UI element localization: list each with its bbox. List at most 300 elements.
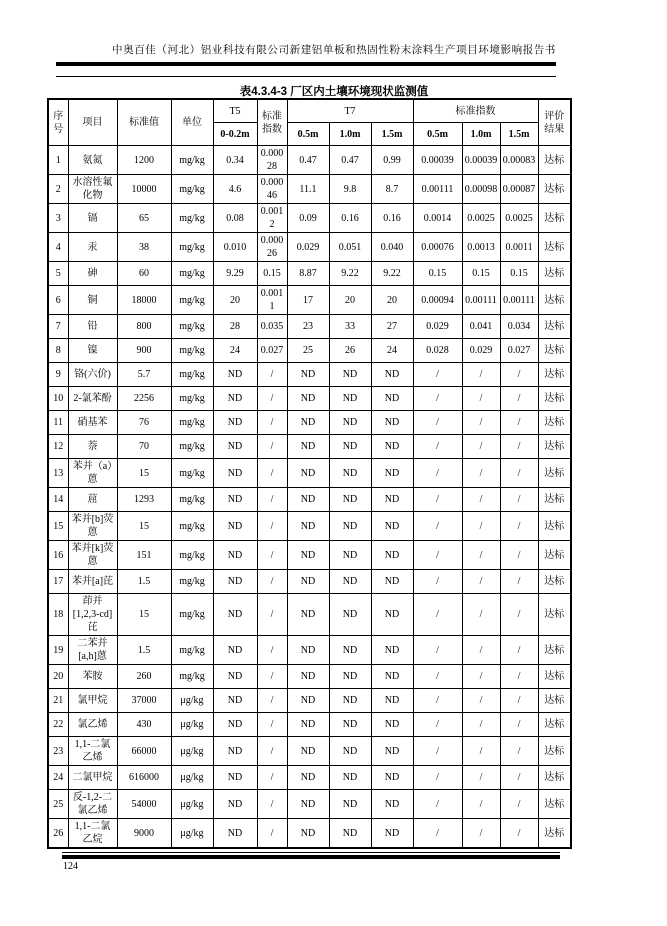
table-cell: 达标 bbox=[538, 233, 571, 262]
table-cell: / bbox=[462, 713, 500, 737]
table-cell: / bbox=[257, 790, 287, 819]
table-cell: 0.15 bbox=[462, 262, 500, 286]
table-cell: 茚并[1,2,3-cd]芘 bbox=[68, 594, 117, 636]
table-cell: 达标 bbox=[538, 665, 571, 689]
table-row bbox=[48, 819, 571, 849]
table-row bbox=[48, 146, 571, 175]
table-cell: ND bbox=[213, 766, 257, 790]
table-cell: ND bbox=[213, 541, 257, 570]
table-cell: 苯并[a]芘 bbox=[68, 570, 117, 594]
table-cell: μg/kg bbox=[171, 766, 213, 790]
table-cell: 镉 bbox=[68, 204, 117, 233]
table-cell: ND bbox=[213, 411, 257, 435]
table-cell: ND bbox=[213, 790, 257, 819]
table-header bbox=[48, 99, 571, 146]
table-cell: 0.00076 bbox=[413, 233, 462, 262]
table-cell: 1200 bbox=[117, 146, 171, 175]
table-cell: 9.22 bbox=[329, 262, 371, 286]
table-cell: 达标 bbox=[538, 636, 571, 665]
table-cell: ND bbox=[329, 689, 371, 713]
table-row bbox=[48, 204, 571, 233]
table-cell: 䓛 bbox=[68, 488, 117, 512]
table-cell: 达标 bbox=[538, 570, 571, 594]
table-cell: ND bbox=[329, 512, 371, 541]
table-cell: 18 bbox=[48, 594, 68, 636]
table-cell: / bbox=[413, 819, 462, 849]
col-header-t7-depth-05: 0.5m bbox=[287, 123, 329, 146]
table-cell: ND bbox=[287, 387, 329, 411]
table-cell: ND bbox=[213, 363, 257, 387]
table-cell: 达标 bbox=[538, 339, 571, 363]
table-cell: 15 bbox=[117, 594, 171, 636]
table-cell: / bbox=[413, 689, 462, 713]
table-cell: mg/kg bbox=[171, 541, 213, 570]
table-cell: / bbox=[500, 790, 538, 819]
table-cell: 0.029 bbox=[413, 315, 462, 339]
table-cell: 800 bbox=[117, 315, 171, 339]
table-cell: / bbox=[257, 411, 287, 435]
table-cell: 0.0011 bbox=[500, 233, 538, 262]
table-cell: ND bbox=[287, 459, 329, 488]
table-cell: μg/kg bbox=[171, 790, 213, 819]
table-title: 表4.3.4-3 厂区内土壤环境现状监测值 bbox=[239, 86, 429, 98]
table-cell: / bbox=[462, 363, 500, 387]
table-cell: ND bbox=[213, 665, 257, 689]
table-row bbox=[48, 315, 571, 339]
table-cell: ND bbox=[371, 488, 413, 512]
table-cell: ND bbox=[329, 594, 371, 636]
table-row bbox=[48, 665, 571, 689]
table-cell: ND bbox=[213, 435, 257, 459]
table-cell: 11 bbox=[48, 411, 68, 435]
table-cell: 0.47 bbox=[329, 146, 371, 175]
table-cell: 达标 bbox=[538, 411, 571, 435]
table-cell: 达标 bbox=[538, 819, 571, 849]
table-cell: 0.00046 bbox=[257, 175, 287, 204]
table-cell: 1293 bbox=[117, 488, 171, 512]
table-row bbox=[48, 488, 571, 512]
table-cell: 0.15 bbox=[257, 262, 287, 286]
table-cell: ND bbox=[213, 819, 257, 849]
table-cell: / bbox=[500, 541, 538, 570]
table-cell: / bbox=[462, 411, 500, 435]
table-cell: ND bbox=[287, 512, 329, 541]
table-cell: 9000 bbox=[117, 819, 171, 849]
table-cell: 0.08 bbox=[213, 204, 257, 233]
table-body bbox=[48, 146, 571, 849]
table-cell: 0.0011 bbox=[257, 286, 287, 315]
table-cell: 66000 bbox=[117, 737, 171, 766]
col-header-si-depth-05: 0.5m bbox=[413, 123, 462, 146]
table-cell: 21 bbox=[48, 689, 68, 713]
table-cell: ND bbox=[287, 411, 329, 435]
table-cell: ND bbox=[371, 689, 413, 713]
table-cell: ND bbox=[371, 594, 413, 636]
table-cell: 达标 bbox=[538, 594, 571, 636]
table-cell: 铅 bbox=[68, 315, 117, 339]
table-cell: / bbox=[500, 488, 538, 512]
footer-rule-thin bbox=[62, 852, 560, 853]
table-cell: 0.00028 bbox=[257, 146, 287, 175]
table-cell: ND bbox=[287, 488, 329, 512]
table-cell: / bbox=[257, 665, 287, 689]
table-cell: ND bbox=[287, 636, 329, 665]
table-cell: 达标 bbox=[538, 766, 571, 790]
table-cell: 0.010 bbox=[213, 233, 257, 262]
table-cell: ND bbox=[287, 790, 329, 819]
table-cell: 8.87 bbox=[287, 262, 329, 286]
table-row bbox=[48, 713, 571, 737]
table-cell: ND bbox=[213, 488, 257, 512]
table-cell: / bbox=[462, 766, 500, 790]
table-row bbox=[48, 541, 571, 570]
col-header-item: 项目 bbox=[68, 99, 117, 146]
table-cell: / bbox=[500, 713, 538, 737]
table-cell: 0.09 bbox=[287, 204, 329, 233]
table-cell: 2256 bbox=[117, 387, 171, 411]
table-cell: 苯并（a）蒽 bbox=[68, 459, 117, 488]
table-cell: 900 bbox=[117, 339, 171, 363]
table-cell: ND bbox=[371, 512, 413, 541]
table-cell: / bbox=[257, 512, 287, 541]
table-cell: 1,1-二氯乙烯 bbox=[68, 737, 117, 766]
table-cell: 10 bbox=[48, 387, 68, 411]
col-header-t7: T7 bbox=[287, 99, 413, 123]
table-cell: 5.7 bbox=[117, 363, 171, 387]
table-cell: / bbox=[500, 435, 538, 459]
table-cell: 0.00098 bbox=[462, 175, 500, 204]
table-cell: 0.0013 bbox=[462, 233, 500, 262]
table-cell: / bbox=[257, 488, 287, 512]
table-cell: / bbox=[462, 819, 500, 849]
table-cell: 65 bbox=[117, 204, 171, 233]
col-header-seq: 序号 bbox=[48, 99, 68, 146]
table-cell: 25 bbox=[48, 790, 68, 819]
table-cell: / bbox=[500, 363, 538, 387]
table-cell: 苯并[k]荧蒽 bbox=[68, 541, 117, 570]
table-cell: 苯胺 bbox=[68, 665, 117, 689]
table-cell: / bbox=[500, 411, 538, 435]
table-cell: μg/kg bbox=[171, 819, 213, 849]
table-cell: 0.00111 bbox=[500, 286, 538, 315]
table-cell: / bbox=[500, 570, 538, 594]
table-cell: ND bbox=[287, 435, 329, 459]
table-cell: 20 bbox=[48, 665, 68, 689]
table-cell: / bbox=[462, 541, 500, 570]
col-header-result: 评价结果 bbox=[538, 99, 571, 146]
table-cell: 达标 bbox=[538, 790, 571, 819]
table-cell: ND bbox=[213, 512, 257, 541]
table-row bbox=[48, 435, 571, 459]
table-cell: 24 bbox=[371, 339, 413, 363]
table-cell: 38 bbox=[117, 233, 171, 262]
table-cell: 0.15 bbox=[500, 262, 538, 286]
table-cell: ND bbox=[287, 363, 329, 387]
table-row bbox=[48, 286, 571, 315]
table-cell: / bbox=[462, 570, 500, 594]
table-row bbox=[48, 262, 571, 286]
table-row bbox=[48, 790, 571, 819]
table-cell: 氨氮 bbox=[68, 146, 117, 175]
table-cell: mg/kg bbox=[171, 411, 213, 435]
table-cell: 0.027 bbox=[500, 339, 538, 363]
table-cell: 17 bbox=[287, 286, 329, 315]
table-cell: 0.051 bbox=[329, 233, 371, 262]
table-cell: / bbox=[257, 713, 287, 737]
table-cell: / bbox=[257, 459, 287, 488]
col-header-t5-std-index: 标准指数 bbox=[257, 99, 287, 146]
table-cell: / bbox=[413, 488, 462, 512]
table-cell: / bbox=[257, 541, 287, 570]
table-cell: 达标 bbox=[538, 387, 571, 411]
table-cell: 4 bbox=[48, 233, 68, 262]
table-cell: ND bbox=[287, 541, 329, 570]
table-row bbox=[48, 339, 571, 363]
table-cell: 6 bbox=[48, 286, 68, 315]
table-cell: 25 bbox=[287, 339, 329, 363]
header-rule-thick bbox=[56, 62, 556, 66]
table-cell: 0.034 bbox=[500, 315, 538, 339]
table-cell: / bbox=[413, 594, 462, 636]
table-cell: ND bbox=[371, 411, 413, 435]
table-cell: ND bbox=[287, 570, 329, 594]
table-cell: 2-氯苯酚 bbox=[68, 387, 117, 411]
table-cell: ND bbox=[287, 594, 329, 636]
table-cell: 0.0012 bbox=[257, 204, 287, 233]
table-cell: / bbox=[257, 387, 287, 411]
table-cell: ND bbox=[329, 411, 371, 435]
table-cell: 0.99 bbox=[371, 146, 413, 175]
table-cell: 1,1-二氯乙烷 bbox=[68, 819, 117, 849]
table-cell: 27 bbox=[371, 315, 413, 339]
table-cell: ND bbox=[371, 435, 413, 459]
table-cell: / bbox=[413, 636, 462, 665]
table-cell: 20 bbox=[371, 286, 413, 315]
col-header-t7-depth-15: 1.5m bbox=[371, 123, 413, 146]
table-cell: 8.7 bbox=[371, 175, 413, 204]
table-cell: 达标 bbox=[538, 435, 571, 459]
table-cell: / bbox=[413, 737, 462, 766]
table-cell: / bbox=[462, 387, 500, 411]
table-cell: 15 bbox=[48, 512, 68, 541]
table-cell: 37000 bbox=[117, 689, 171, 713]
table-cell: / bbox=[413, 512, 462, 541]
header-row-1 bbox=[48, 99, 571, 123]
table-cell: / bbox=[500, 636, 538, 665]
table-cell: / bbox=[413, 541, 462, 570]
table-row bbox=[48, 512, 571, 541]
table-cell: ND bbox=[371, 737, 413, 766]
table-cell: 达标 bbox=[538, 204, 571, 233]
table-cell: 26 bbox=[329, 339, 371, 363]
table-cell: 20 bbox=[329, 286, 371, 315]
table-cell: ND bbox=[329, 636, 371, 665]
table-cell: mg/kg bbox=[171, 435, 213, 459]
table-cell: 0.16 bbox=[329, 204, 371, 233]
table-cell: 达标 bbox=[538, 286, 571, 315]
table-cell: 1 bbox=[48, 146, 68, 175]
table-cell: 达标 bbox=[538, 689, 571, 713]
table-cell: 26 bbox=[48, 819, 68, 849]
table-cell: / bbox=[500, 819, 538, 849]
table-cell: ND bbox=[329, 819, 371, 849]
table-cell: 5 bbox=[48, 262, 68, 286]
table-cell: ND bbox=[371, 819, 413, 849]
table-cell: 23 bbox=[48, 737, 68, 766]
table-cell: / bbox=[462, 790, 500, 819]
table-cell: 151 bbox=[117, 541, 171, 570]
table-cell: / bbox=[413, 766, 462, 790]
table-cell: 18000 bbox=[117, 286, 171, 315]
table-cell: / bbox=[257, 594, 287, 636]
table-cell: 0.47 bbox=[287, 146, 329, 175]
table-cell: ND bbox=[329, 387, 371, 411]
table-cell: ND bbox=[287, 819, 329, 849]
table-cell: 7 bbox=[48, 315, 68, 339]
table-cell: 0.027 bbox=[257, 339, 287, 363]
table-cell: / bbox=[257, 570, 287, 594]
table-cell: 0.029 bbox=[287, 233, 329, 262]
table-cell: 0.035 bbox=[257, 315, 287, 339]
table-row bbox=[48, 387, 571, 411]
table-cell: 1.5 bbox=[117, 636, 171, 665]
table-cell: / bbox=[257, 737, 287, 766]
table-cell: 0.0025 bbox=[462, 204, 500, 233]
col-header-t7-depth-10: 1.0m bbox=[329, 123, 371, 146]
table-cell: mg/kg bbox=[171, 204, 213, 233]
table-cell: ND bbox=[329, 737, 371, 766]
page-number: 124 bbox=[63, 861, 78, 872]
table-cell: 0.00083 bbox=[500, 146, 538, 175]
table-cell: ND bbox=[371, 790, 413, 819]
table-cell: mg/kg bbox=[171, 512, 213, 541]
table-cell: ND bbox=[329, 435, 371, 459]
table-cell: 0.00111 bbox=[413, 175, 462, 204]
table-row bbox=[48, 363, 571, 387]
document-header: 中奥百佳（河北）铝业科技有限公司新建铝单板和热固性粉末涂料生产项目环境影响报告书 bbox=[112, 45, 556, 56]
table-cell: / bbox=[462, 737, 500, 766]
table-cell: 达标 bbox=[538, 363, 571, 387]
table-cell: 76 bbox=[117, 411, 171, 435]
table-cell: 0.029 bbox=[462, 339, 500, 363]
table-cell: ND bbox=[329, 766, 371, 790]
table-cell: 12 bbox=[48, 435, 68, 459]
table-cell: / bbox=[500, 737, 538, 766]
table-cell: ND bbox=[213, 713, 257, 737]
table-row bbox=[48, 233, 571, 262]
table-cell: 0.00111 bbox=[462, 286, 500, 315]
soil-monitoring-table bbox=[47, 98, 572, 849]
table-cell: ND bbox=[329, 790, 371, 819]
table-cell: / bbox=[500, 766, 538, 790]
table-cell: / bbox=[413, 713, 462, 737]
table-cell: mg/kg bbox=[171, 233, 213, 262]
table-cell: ND bbox=[371, 363, 413, 387]
table-cell: 15 bbox=[117, 512, 171, 541]
table-cell: 16 bbox=[48, 541, 68, 570]
table-cell: mg/kg bbox=[171, 665, 213, 689]
table-cell: 3 bbox=[48, 204, 68, 233]
table-cell: 430 bbox=[117, 713, 171, 737]
table-cell: / bbox=[413, 363, 462, 387]
table-cell: 11.1 bbox=[287, 175, 329, 204]
table-cell: ND bbox=[371, 636, 413, 665]
table-cell: ND bbox=[371, 665, 413, 689]
table-cell: 15 bbox=[117, 459, 171, 488]
table-cell: / bbox=[500, 387, 538, 411]
table-row bbox=[48, 175, 571, 204]
col-header-standard-value: 标准值 bbox=[117, 99, 171, 146]
table-cell: / bbox=[462, 488, 500, 512]
table-row bbox=[48, 594, 571, 636]
table-cell: 9.8 bbox=[329, 175, 371, 204]
table-cell: 反-1,2-二氯乙烯 bbox=[68, 790, 117, 819]
table-cell: / bbox=[462, 689, 500, 713]
table-cell: 达标 bbox=[538, 512, 571, 541]
table-row bbox=[48, 766, 571, 790]
table-cell: / bbox=[413, 435, 462, 459]
table-cell: 达标 bbox=[538, 146, 571, 175]
col-header-t5: T5 bbox=[213, 99, 257, 123]
table-cell: 1.5 bbox=[117, 570, 171, 594]
col-header-unit: 单位 bbox=[171, 99, 213, 146]
table-cell: ND bbox=[213, 570, 257, 594]
table-cell: 9.22 bbox=[371, 262, 413, 286]
table-cell: ND bbox=[329, 488, 371, 512]
table-cell: 氯乙烯 bbox=[68, 713, 117, 737]
header-rule-thin bbox=[56, 76, 556, 77]
table-cell: 19 bbox=[48, 636, 68, 665]
table-cell: 砷 bbox=[68, 262, 117, 286]
table-cell: / bbox=[500, 594, 538, 636]
table-cell: mg/kg bbox=[171, 175, 213, 204]
table-cell: 硝基苯 bbox=[68, 411, 117, 435]
table-cell: 0.00026 bbox=[257, 233, 287, 262]
table-cell: / bbox=[462, 665, 500, 689]
table-row bbox=[48, 689, 571, 713]
table-cell: ND bbox=[287, 713, 329, 737]
table-cell: / bbox=[500, 459, 538, 488]
table-cell: mg/kg bbox=[171, 594, 213, 636]
table-cell: 0.00039 bbox=[462, 146, 500, 175]
table-cell: 2 bbox=[48, 175, 68, 204]
table-cell: 0.041 bbox=[462, 315, 500, 339]
table-cell: 水溶性氟化物 bbox=[68, 175, 117, 204]
table-cell: μg/kg bbox=[171, 689, 213, 713]
table-cell: / bbox=[413, 411, 462, 435]
table-cell: 33 bbox=[329, 315, 371, 339]
table-cell: 28 bbox=[213, 315, 257, 339]
table-cell: 二苯并[a,h]蒽 bbox=[68, 636, 117, 665]
table-cell: 616000 bbox=[117, 766, 171, 790]
table-cell: / bbox=[257, 636, 287, 665]
footer-rule-thick bbox=[62, 855, 560, 859]
table-cell: 9 bbox=[48, 363, 68, 387]
col-header-si-depth-15: 1.5m bbox=[500, 123, 538, 146]
table-cell: / bbox=[257, 363, 287, 387]
table-cell: 8 bbox=[48, 339, 68, 363]
table-cell: ND bbox=[371, 541, 413, 570]
table-cell: 24 bbox=[213, 339, 257, 363]
table-cell: 达标 bbox=[538, 713, 571, 737]
table-cell: 60 bbox=[117, 262, 171, 286]
table-cell: mg/kg bbox=[171, 387, 213, 411]
table-cell: ND bbox=[287, 689, 329, 713]
col-header-t5-depth: 0-0.2m bbox=[213, 123, 257, 146]
table-cell: 镍 bbox=[68, 339, 117, 363]
table-cell: ND bbox=[213, 737, 257, 766]
table-cell: 70 bbox=[117, 435, 171, 459]
